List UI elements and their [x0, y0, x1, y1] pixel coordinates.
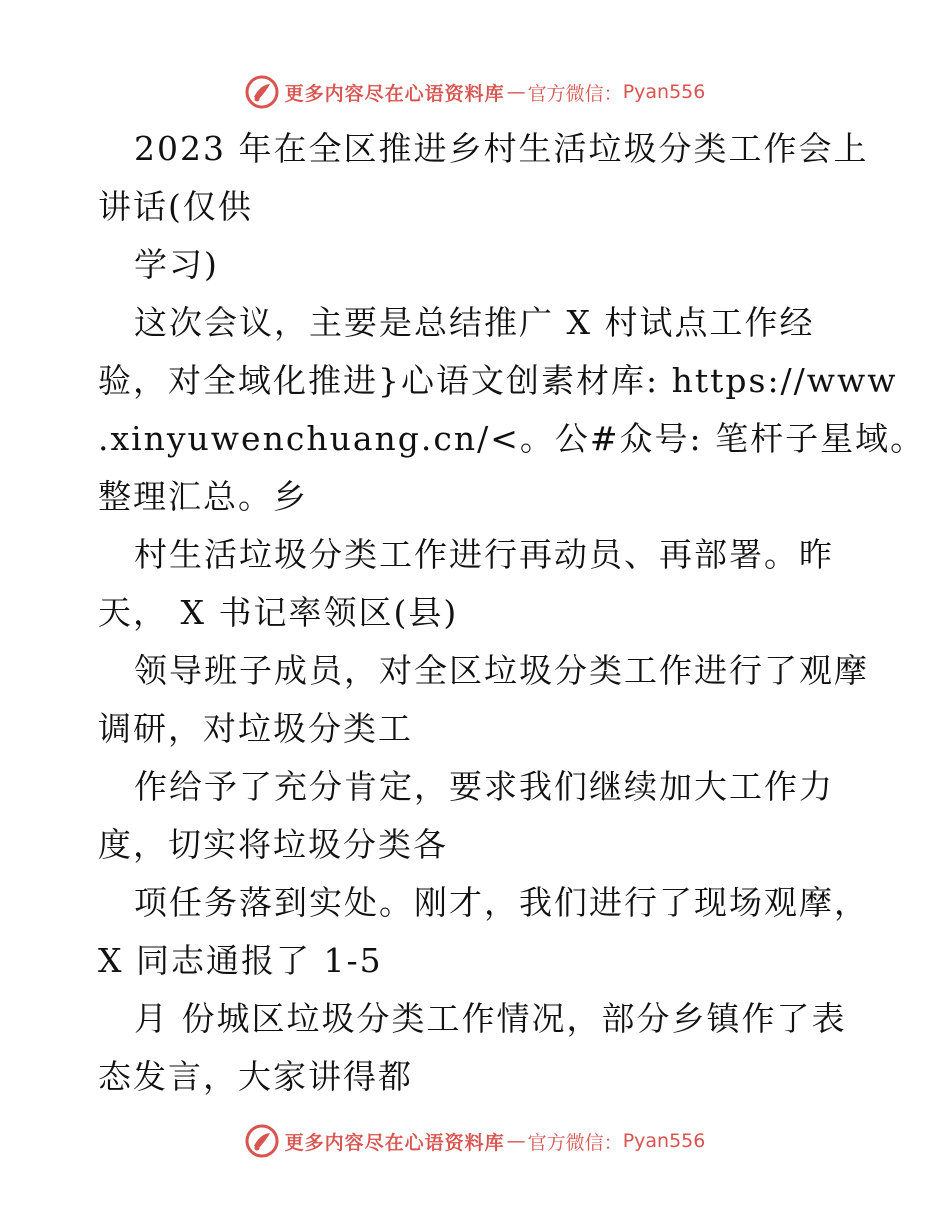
doc-title-line-3: 学习) — [134, 245, 219, 284]
banner-wechat-label: 官方微信： — [527, 1131, 623, 1154]
doc-text-line: 度，切实将垃圾分类各 — [98, 825, 448, 864]
doc-text-line: 作给予了充分肯定，要求我们继续加大工作力 — [134, 767, 834, 806]
banner-wechat-id: Pyan556 — [622, 81, 706, 103]
banner-wechat-id: Pyan556 — [622, 1130, 706, 1152]
doc-text-line: 天， X 书记率领区(县) — [98, 593, 459, 632]
brand-logo-icon — [245, 75, 279, 109]
doc-text-line: 项任务落到实处。刚才，我们进行了现场观摩， — [134, 883, 869, 922]
doc-text-line: X 同志通报了 1-5 — [98, 941, 383, 980]
footer-watermark-banner — [0, 1119, 950, 1163]
banner-brand-text: 更多内容尽在心语资料库 — [284, 1131, 505, 1154]
banner-brand-text: 更多内容尽在心语资料库 — [284, 82, 505, 105]
doc-text-line: 验，对全域化推进}心语文创素材库: https://www — [98, 361, 898, 400]
doc-text-line: 调研，对垃圾分类工 — [98, 709, 413, 748]
doc-text-line: 态发言，大家讲得都 — [98, 1057, 413, 1096]
doc-text-line: 整理汇总。乡 — [98, 477, 308, 516]
banner-separator: — — [506, 81, 526, 103]
doc-text-line: .xinyuwenchuang.cn/<。公#众号: 笔杆子星域。 — [98, 419, 926, 458]
doc-title-line-1: 2023 年在全区推进乡村生活垃圾分类工作会上 — [134, 129, 869, 168]
doc-text-line: 这次会议，主要是总结推广 X 村试点工作经 — [134, 303, 815, 342]
document-body — [98, 120, 926, 1106]
doc-text-line: 月 份城区垃圾分类工作情况，部分乡镇作了表 — [134, 999, 847, 1038]
brand-logo-icon — [245, 1124, 279, 1158]
banner-separator: — — [506, 1130, 526, 1152]
banner-wechat-label: 官方微信： — [527, 82, 623, 105]
doc-title-line-2: 讲话(仅供 — [98, 187, 253, 226]
header-watermark-banner — [0, 70, 950, 114]
doc-text-line: 村生活垃圾分类工作进行再动员、再部署。昨 — [134, 535, 834, 574]
doc-text-line: 领导班子成员，对全区垃圾分类工作进行了观摩 — [134, 651, 869, 690]
